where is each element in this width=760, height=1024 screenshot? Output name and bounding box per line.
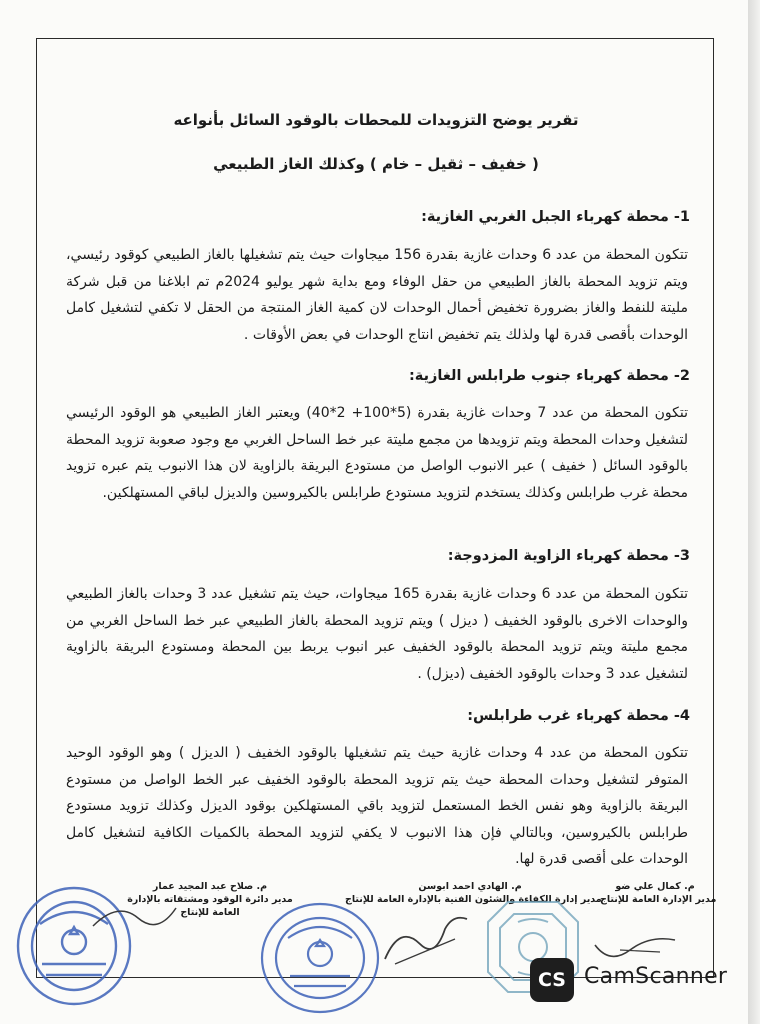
signatory-3-name: م. صلاح عبد المجيد عمار: [152, 881, 268, 892]
section-2-heading: 2- محطة كهرباء جنوب طرابلس الغازية:: [409, 368, 690, 384]
report-title: تقرير يوضح التزويدات للمحطات بالوقود السائل بأنواعه: [173, 111, 579, 129]
signatory-2-name: م. الهادي احمد ابوسن: [418, 881, 522, 892]
section-4-body: تتكون المحطة من عدد 4 وحدات غازية حيث يتم تشغيلها بالوقود الخفيف ( الديزل ) وهو الوقود الوحيد المتوفر لتشغيل وحدات المحطة حيث يتم تزويد المحطة بالوقود الخفيف عبر الخط الواصل من مستودع البريقة بالزاوية وهو نفس الخط المستعمل لتزويد باقي المستهلكين بوقود الديزل وكذلك تزويد مستودع طرابلس بالكيروسين، وبالتالي فإن هذا الانبوب لا يكفي لتزويد المحطة بالكميات الكافية لتشغيل كامل الوحدات على أقصى قدرة لها.: [66, 745, 688, 867]
signatory-2-title: مدير إدارة الكفاءة والشئون الفنية بالإدارة العامة للإنتاج: [345, 894, 602, 905]
signatory-1-title: مدير الإدارة العامة للإنتاج: [600, 894, 717, 905]
signatory-1-name: م. كمال علي ضو: [615, 881, 695, 892]
section-2-body: تتكون المحطة من عدد 7 وحدات غازية بقدرة (5*100+ 2*40) ويعتبر الغاز الطبيعي هو الوقود الرئيسي لتشغيل وحدات المحطة ويتم تزويدها من مجمع مليتة عبر خط الساحل الغربي مع وجود صعوبة تزويد المحطة بالوقود السائل ( خفيف ) عبر الانبوب الواصل من مستودع البريقة بالزاوية لان هذا الانبوب يتم عبره تزويد محطة غرب طرابلس وكذلك يستخدم لتزويد مستودع طرابلس بالكيروسين والديزل لباقي المستهلكين.: [66, 405, 688, 501]
signature-icon: [590, 920, 680, 970]
official-stamp-icon: [258, 898, 383, 1016]
camscanner-label: CamScanner: [584, 964, 728, 989]
signatory-1: [600, 880, 717, 906]
page-edge-shadow: [748, 0, 760, 1024]
section-4-heading: 4- محطة كهرباء غرب طرابلس:: [467, 708, 690, 724]
camscanner-badge-text: CS: [538, 969, 566, 991]
section-1-body: تتكون المحطة من عدد 6 وحدات غازية بقدرة 156 ميجاوات حيث يتم تشغيلها بالغاز الطبيعي كوقود رئيسي، ويتم تزويد المحطة بالغاز الطبيعي من حقل الوفاء ومع بداية شهر يوليو 2024م تم ابلاغنا من قبل شركة مليتة للنفط والغاز بضرورة تخفيض أحمال الوحدات لان كمية الغاز المنتجة من الحقل لا تكفي لتشغيل كامل الوحدات بأقصى قدرة لها ولذلك يتم تخفيض انتاج الوحدات في بعض الأوقات .: [66, 247, 689, 343]
report-subtitle: ( خفيف – ثقيل – خام ) وكذلك الغاز الطبيعي: [213, 155, 539, 173]
section-3-heading: 3- محطة كهرباء الزاوية المزدوجة:: [447, 548, 690, 564]
signatory-3-title-1: مدير دائرة الوقود ومشتقاته بالإدارة: [127, 894, 293, 905]
signature-icon: [375, 904, 475, 974]
section-3-body: تتكون المحطة من عدد 6 وحدات غازية بقدرة 165 ميجاوات، حيث يتم تشغيل عدد 3 وحدات بالغاز الطبيعي والوحدات الاخرى بالوقود الخفيف ( ديزل ) ويتم تزويد المحطة بالغاز الطبيعي عبر خط الساحل الغربي من مجمع مليتة ويتم تزويد المحطة بالوقود الخفيف عبر انبوب يربط بين المحطة ومستودع البريقة بالزاوية لتشغيل عدد 3 وحدات بالوقود الخفيف (ديزل) .: [66, 586, 688, 682]
camscanner-logo-icon: [530, 958, 574, 1002]
signature-icon: [88, 896, 178, 936]
section-1-heading: 1- محطة كهرباء الجبل الغربي الغازية:: [421, 209, 690, 225]
signatory-3-title-2: العامة للإنتاج: [180, 907, 240, 918]
